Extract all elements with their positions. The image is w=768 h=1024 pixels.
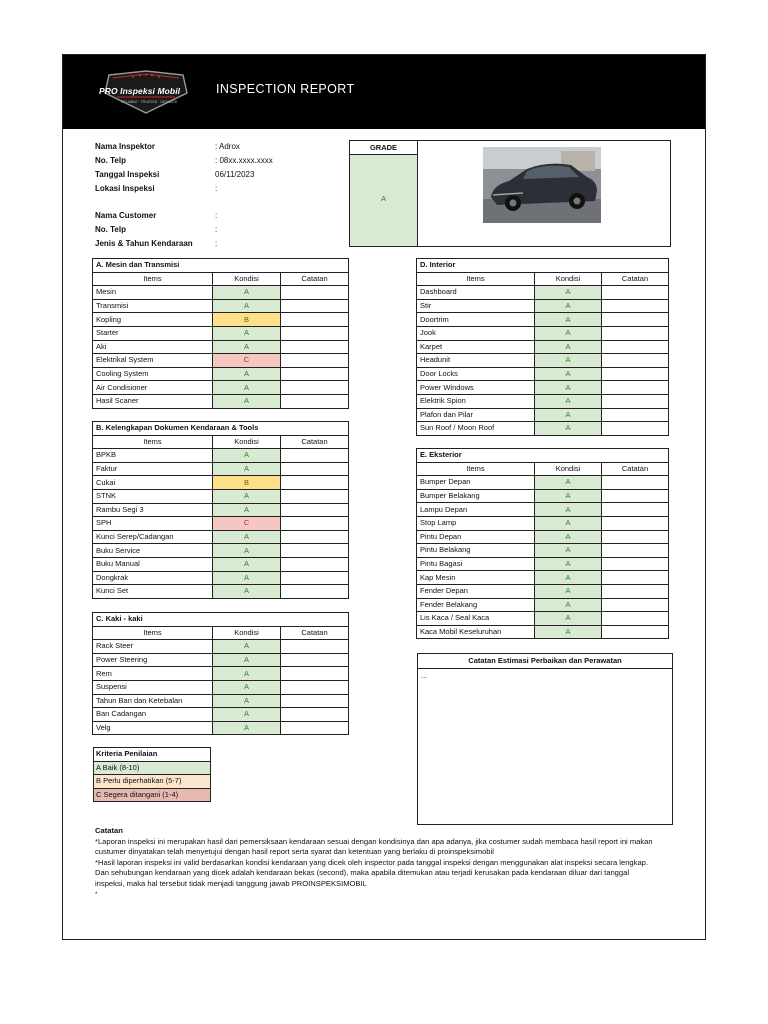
- row-item: STNK: [93, 489, 213, 503]
- row-catatan: [281, 381, 349, 395]
- row-catatan: [602, 408, 669, 422]
- table-row: [417, 476, 669, 490]
- column-header-items: Items: [93, 272, 213, 286]
- row-kondisi: B: [213, 313, 281, 327]
- row-kondisi: A: [535, 598, 602, 612]
- table-kaki-kaki: [92, 612, 349, 735]
- row-kondisi: A: [535, 571, 602, 585]
- column-header-items: Items: [417, 272, 535, 286]
- info-label: Nama Customer: [95, 211, 157, 220]
- row-catatan: [602, 354, 669, 368]
- row-kondisi: A: [213, 449, 281, 463]
- row-item: Rambu Segi 3: [93, 503, 213, 517]
- report-title: INSPECTION REPORT: [216, 82, 355, 96]
- row-kondisi: A: [213, 340, 281, 354]
- row-catatan: [602, 381, 669, 395]
- table-row: [93, 299, 349, 313]
- row-item: Pintu Belakang: [417, 544, 535, 558]
- row-kondisi: A: [213, 489, 281, 503]
- note-line: *Hasil laporan inspeksi ini valid berdasarkan kondisi kendaraan yang dicek oleh inspector pada tanggal inspeksi dengan menggunakan alat inspeksi secara lengkap. Dan sehubungan kendaraan yang dicek adalah kendaraan bekas (second), maka apabila ditemukan atau terjadi kerusakan pada kendaraan diluar dari tanggal inspeksi, maka hal tersebut tidak menjadi tanggung jawab PROINSPEKSIMOBIL: [95, 857, 649, 888]
- table-row: [417, 299, 669, 313]
- row-kondisi: A: [535, 489, 602, 503]
- row-kondisi: A: [213, 462, 281, 476]
- table-row: [417, 326, 669, 340]
- row-item: Doortrim: [417, 313, 535, 327]
- row-kondisi: A: [535, 476, 602, 490]
- table-row: [417, 286, 669, 300]
- row-kondisi: A: [213, 721, 281, 735]
- table-row: [417, 612, 669, 626]
- row-item: Fender Depan: [417, 584, 535, 598]
- row-item: Fender Belakang: [417, 598, 535, 612]
- section-title: C. Kaki - kaki: [93, 613, 349, 627]
- table-row: [417, 544, 669, 558]
- row-catatan: [602, 326, 669, 340]
- notes-title: Catatan: [95, 826, 123, 835]
- table-row: [417, 598, 669, 612]
- report-header: [63, 55, 705, 129]
- row-kondisi: A: [535, 394, 602, 408]
- table-row: [93, 326, 349, 340]
- table-row: [93, 367, 349, 381]
- row-kondisi: A: [213, 381, 281, 395]
- table-row: [93, 708, 349, 722]
- table-row: [417, 625, 669, 639]
- kriteria-table: [93, 747, 211, 802]
- table-row: [93, 340, 349, 354]
- row-catatan: [281, 489, 349, 503]
- row-catatan: [281, 557, 349, 571]
- row-kondisi: A: [535, 326, 602, 340]
- row-catatan: [602, 367, 669, 381]
- row-item: Ban Cadangan: [93, 708, 213, 722]
- row-item: Stir: [417, 299, 535, 313]
- row-catatan: [281, 354, 349, 368]
- row-kondisi: A: [213, 708, 281, 722]
- table-row: [417, 354, 669, 368]
- row-item: Rem: [93, 667, 213, 681]
- grade-label: GRADE: [350, 141, 418, 155]
- row-kondisi: A: [213, 530, 281, 544]
- row-kondisi: A: [535, 612, 602, 626]
- grade-value: A: [350, 155, 418, 246]
- row-catatan: [602, 313, 669, 327]
- info-value: 06/11/2023: [215, 170, 255, 179]
- row-catatan: [281, 585, 349, 599]
- table-row: [93, 544, 349, 558]
- row-item: Transmisi: [93, 299, 213, 313]
- info-label: No. Telp: [95, 225, 126, 234]
- row-item: Hasil Scaner: [93, 394, 213, 408]
- row-item: BPKB: [93, 449, 213, 463]
- column-header-catatan: Catatan: [602, 462, 669, 476]
- info-label: Nama Inspektor: [95, 142, 156, 151]
- info-value: : 08xx.xxxx.xxxx: [215, 156, 273, 165]
- row-catatan: [281, 667, 349, 681]
- info-value: :: [215, 184, 218, 193]
- row-kondisi: B: [213, 476, 281, 490]
- row-kondisi: A: [213, 667, 281, 681]
- column-header-kondisi: Kondisi: [213, 272, 281, 286]
- row-item: Velg: [93, 721, 213, 735]
- row-catatan: [602, 299, 669, 313]
- report-page: [62, 54, 706, 940]
- row-item: Rack Steer: [93, 640, 213, 654]
- row-kondisi: A: [213, 394, 281, 408]
- info-label: Jenis & Tahun Kendaraan: [95, 239, 193, 248]
- table-row: [93, 721, 349, 735]
- column-header-catatan: Catatan: [281, 435, 349, 449]
- row-kondisi: C: [213, 517, 281, 531]
- table-row: [417, 313, 669, 327]
- table-row: [93, 517, 349, 531]
- row-item: Pintu Depan: [417, 530, 535, 544]
- row-item: Kunci Set: [93, 585, 213, 599]
- row-catatan: [602, 476, 669, 490]
- table-row: [417, 584, 669, 598]
- logo-tagline: RELIABLE · TRUSTED · DETAILED: [121, 100, 178, 104]
- table-row: [417, 422, 669, 436]
- row-item: Kaca Mobil Keseluruhan: [417, 625, 535, 639]
- table-eksterior: [416, 448, 669, 639]
- section-title: E. Eksterior: [417, 449, 669, 463]
- row-item: Aki: [93, 340, 213, 354]
- row-catatan: [281, 462, 349, 476]
- note-mark: *: [95, 891, 98, 898]
- inspection-info: [95, 142, 335, 252]
- row-item: Buku Manual: [93, 557, 213, 571]
- row-catatan: [281, 340, 349, 354]
- row-catatan: [602, 516, 669, 530]
- row-catatan: [602, 571, 669, 585]
- section-title: B. Kelengkapan Dokumen Kendaraan & Tools: [93, 422, 349, 436]
- row-item: Lampu Depan: [417, 503, 535, 517]
- row-item: Kopling: [93, 313, 213, 327]
- row-catatan: [281, 530, 349, 544]
- row-kondisi: A: [213, 653, 281, 667]
- row-catatan: [602, 625, 669, 639]
- row-kondisi: A: [213, 680, 281, 694]
- row-kondisi: C: [213, 354, 281, 368]
- row-item: Starter: [93, 326, 213, 340]
- row-catatan: [602, 489, 669, 503]
- info-value: : Adrox: [215, 142, 240, 151]
- row-item: Karpet: [417, 340, 535, 354]
- row-catatan: [281, 694, 349, 708]
- row-kondisi: A: [535, 286, 602, 300]
- row-kondisi: A: [213, 557, 281, 571]
- row-catatan: [602, 612, 669, 626]
- row-catatan: [281, 680, 349, 694]
- row-catatan: [281, 653, 349, 667]
- column-header-catatan: Catatan: [281, 272, 349, 286]
- column-header-items: Items: [93, 435, 213, 449]
- row-kondisi: A: [535, 299, 602, 313]
- row-item: Plafon dan Pilar: [417, 408, 535, 422]
- column-header-catatan: Catatan: [281, 626, 349, 640]
- table-row: [417, 557, 669, 571]
- row-item: Elektrikal System: [93, 354, 213, 368]
- row-catatan: [281, 326, 349, 340]
- table-mesin-transmisi: [92, 258, 349, 409]
- table-row: [93, 571, 349, 585]
- table-row: [93, 694, 349, 708]
- row-item: SPH: [93, 517, 213, 531]
- table-row: [417, 381, 669, 395]
- table-row: [417, 516, 669, 530]
- info-label: Tanggal Inspeksi: [95, 170, 160, 179]
- row-catatan: [281, 394, 349, 408]
- table-row: [93, 286, 349, 300]
- table-row: [417, 408, 669, 422]
- column-header-kondisi: Kondisi: [213, 435, 281, 449]
- table-row: [93, 476, 349, 490]
- info-label: No. Telp: [95, 156, 126, 165]
- row-catatan: [602, 340, 669, 354]
- row-kondisi: A: [535, 503, 602, 517]
- kriteria-a: A Baik (8-10): [94, 761, 211, 775]
- table-row: [417, 340, 669, 354]
- column-header-catatan: Catatan: [602, 272, 669, 286]
- row-catatan: [281, 544, 349, 558]
- table-row: [93, 489, 349, 503]
- row-item: Tahun Ban dan Ketebalan: [93, 694, 213, 708]
- logo-text: PRO Inspeksi Mobil: [99, 86, 181, 96]
- row-item: Jook: [417, 326, 535, 340]
- row-kondisi: A: [535, 584, 602, 598]
- table-row: [417, 394, 669, 408]
- row-item: Elektrik Spion: [417, 394, 535, 408]
- row-kondisi: A: [213, 503, 281, 517]
- section-title: A. Mesin dan Transmisi: [93, 259, 349, 273]
- kriteria-b: B Perlu diperhatikan (5-7): [94, 775, 211, 789]
- row-item: Mesin: [93, 286, 213, 300]
- note-line: *Laporan inspeksi ini merupakan hasil dari pemersiksaan kendaraan sesuai dengan kondisinya dan apa adanya, jika costumer sudah membaca hasil report ini makan custumer dinyatakan telah menyetujui dengan hasil report serta syarat dan ketentuan yang berlaku di proinspeksimobil: [95, 836, 653, 857]
- table-row: [93, 394, 349, 408]
- info-value: :: [215, 225, 218, 234]
- row-kondisi: A: [535, 516, 602, 530]
- table-row: [93, 313, 349, 327]
- info-value: :: [215, 211, 218, 220]
- row-kondisi: A: [213, 286, 281, 300]
- row-catatan: [602, 286, 669, 300]
- table-row: [93, 449, 349, 463]
- row-kondisi: A: [535, 408, 602, 422]
- estimasi-body: ...: [421, 671, 428, 680]
- row-item: Lis Kaca / Seal Kaca: [417, 612, 535, 626]
- row-kondisi: A: [535, 530, 602, 544]
- row-catatan: [281, 517, 349, 531]
- row-catatan: [281, 721, 349, 735]
- row-kondisi: A: [535, 544, 602, 558]
- row-kondisi: A: [535, 313, 602, 327]
- kriteria-title: Kriteria Penilaian: [94, 748, 211, 762]
- row-catatan: [602, 394, 669, 408]
- row-item: Dashboard: [417, 286, 535, 300]
- table-row: [417, 367, 669, 381]
- row-item: Cooling System: [93, 367, 213, 381]
- grade-box: [349, 140, 671, 247]
- row-kondisi: A: [535, 340, 602, 354]
- row-catatan: [281, 313, 349, 327]
- row-catatan: [602, 544, 669, 558]
- row-catatan: [281, 367, 349, 381]
- table-kelengkapan-dokumen: [92, 421, 349, 599]
- table-row: [93, 462, 349, 476]
- row-item: Bumper Depan: [417, 476, 535, 490]
- table-row: [417, 530, 669, 544]
- kriteria-c: C Segera ditangani (1-4): [94, 788, 211, 802]
- row-item: Kap Mesin: [417, 571, 535, 585]
- row-item: Cukai: [93, 476, 213, 490]
- table-row: [93, 653, 349, 667]
- table-row: [93, 354, 349, 368]
- table-row: [93, 640, 349, 654]
- row-kondisi: A: [535, 367, 602, 381]
- row-catatan: [281, 299, 349, 313]
- row-item: Power Windows: [417, 381, 535, 395]
- row-kondisi: A: [535, 625, 602, 639]
- info-label: Lokasi Inspeksi: [95, 184, 155, 193]
- row-kondisi: A: [535, 381, 602, 395]
- row-catatan: [281, 503, 349, 517]
- row-kondisi: A: [535, 557, 602, 571]
- row-kondisi: A: [213, 326, 281, 340]
- notes: [95, 826, 655, 900]
- column-header-kondisi: Kondisi: [535, 272, 602, 286]
- row-kondisi: A: [213, 571, 281, 585]
- table-row: [93, 667, 349, 681]
- column-header-kondisi: Kondisi: [213, 626, 281, 640]
- row-kondisi: A: [213, 367, 281, 381]
- row-item: Door Locks: [417, 367, 535, 381]
- row-catatan: [281, 476, 349, 490]
- row-item: Dongkrak: [93, 571, 213, 585]
- table-row: [93, 381, 349, 395]
- row-item: Buku Service: [93, 544, 213, 558]
- row-item: Stop Lamp: [417, 516, 535, 530]
- row-kondisi: A: [213, 585, 281, 599]
- row-catatan: [281, 286, 349, 300]
- car-photo: [483, 147, 601, 223]
- row-catatan: [281, 708, 349, 722]
- row-item: Sun Roof / Moon Roof: [417, 422, 535, 436]
- column-header-kondisi: Kondisi: [535, 462, 602, 476]
- column-header-items: Items: [93, 626, 213, 640]
- row-item: Headunit: [417, 354, 535, 368]
- table-row: [93, 680, 349, 694]
- company-logo: [91, 69, 201, 115]
- row-catatan: [281, 571, 349, 585]
- table-row: [93, 585, 349, 599]
- row-catatan: [602, 598, 669, 612]
- table-row: [417, 571, 669, 585]
- row-item: Pintu Bagasi: [417, 557, 535, 571]
- table-row: [417, 489, 669, 503]
- row-catatan: [602, 422, 669, 436]
- section-title: D. Interior: [417, 259, 669, 273]
- row-item: Suspensi: [93, 680, 213, 694]
- row-catatan: [281, 640, 349, 654]
- table-row: [93, 503, 349, 517]
- table-row: [417, 503, 669, 517]
- estimasi-box: [417, 653, 673, 825]
- row-kondisi: A: [213, 694, 281, 708]
- table-row: [93, 557, 349, 571]
- table-interior: [416, 258, 669, 436]
- info-value: :: [215, 239, 218, 248]
- row-item: Faktur: [93, 462, 213, 476]
- column-header-items: Items: [417, 462, 535, 476]
- row-catatan: [602, 503, 669, 517]
- row-kondisi: A: [213, 544, 281, 558]
- row-item: Kunci Serep/Cadangan: [93, 530, 213, 544]
- row-item: Air Condisioner: [93, 381, 213, 395]
- row-item: Bumper Belakang: [417, 489, 535, 503]
- table-row: [93, 530, 349, 544]
- row-kondisi: A: [535, 354, 602, 368]
- row-item: Power Steering: [93, 653, 213, 667]
- row-kondisi: A: [213, 299, 281, 313]
- row-catatan: [602, 584, 669, 598]
- row-catatan: [602, 530, 669, 544]
- row-kondisi: A: [535, 422, 602, 436]
- row-catatan: [602, 557, 669, 571]
- row-catatan: [281, 449, 349, 463]
- estimasi-title: Catatan Estimasi Perbaikan dan Perawatan: [418, 654, 672, 669]
- row-kondisi: A: [213, 640, 281, 654]
